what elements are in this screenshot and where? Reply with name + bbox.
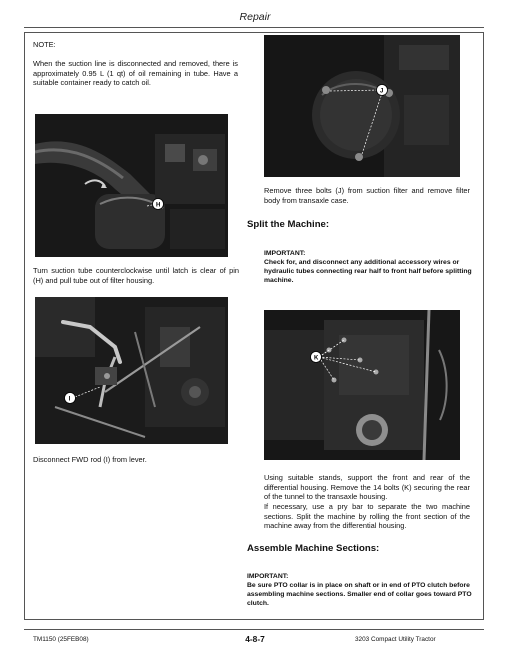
footer-page-number: 4-8-7 <box>245 634 265 644</box>
important-label-2: IMPORTANT: <box>247 573 289 580</box>
callout-h: H <box>156 202 161 209</box>
footer-doc-id: TM1150 (25FEB08) <box>33 636 89 643</box>
header-rule <box>24 27 484 28</box>
photo-tunnel-bolts <box>264 310 460 460</box>
photo-suction-filter <box>264 35 460 177</box>
assemble-heading: Assemble Machine Sections: <box>247 543 380 554</box>
callout-j: J <box>380 88 384 95</box>
footer-rule <box>24 629 484 630</box>
caption-split-p2: If necessary, use a pry bar to separate the two machine sections. Split the machine by rolling the front section of the machine away from the differential housing. <box>264 502 470 531</box>
important-text-1: Check for, and disconnect any additional accessory wires or hydraulic tubes connecting rear half to front half before splitting machine. <box>264 259 472 284</box>
callout-k: K <box>314 355 319 362</box>
photo-suction-tube <box>35 114 228 257</box>
caption-split-p1: Using suitable stands, support the front and rear of the differential housing. Remove the 14 bolts (K) securing the rear of the tunnel to the transaxle housing. <box>264 473 470 502</box>
important-text-2: Be sure PTO collar is in place on shaft or in end of PTO clutch before assembling machine sections. Smaller end of collar goes toward PTO clutch. <box>247 582 472 607</box>
note-text: When the suction line is disconnected and removed, there is approximately 0.95 L (1 qt) of oil remaining in tube. Have a suitable container ready to catch oil. <box>33 59 238 88</box>
header-title: Repair <box>239 11 271 23</box>
important-label-1: IMPORTANT: <box>264 250 306 257</box>
callout-i: I <box>68 396 71 403</box>
note-label: NOTE: <box>33 40 56 49</box>
caption-fwd-rod: Disconnect FWD rod (I) from lever. <box>33 455 147 464</box>
caption-filter: Remove three bolts (J) from suction filter and remove filter body from transaxle case. <box>264 186 470 205</box>
photo-fwd-rod <box>35 297 228 444</box>
footer-model: 3203 Compact Utility Tractor <box>355 636 436 643</box>
caption-suction-tube: Turn suction tube counterclockwise until latch is clear of pin (H) and pull tube out of filter housing. <box>33 266 239 285</box>
split-heading: Split the Machine: <box>247 219 330 230</box>
